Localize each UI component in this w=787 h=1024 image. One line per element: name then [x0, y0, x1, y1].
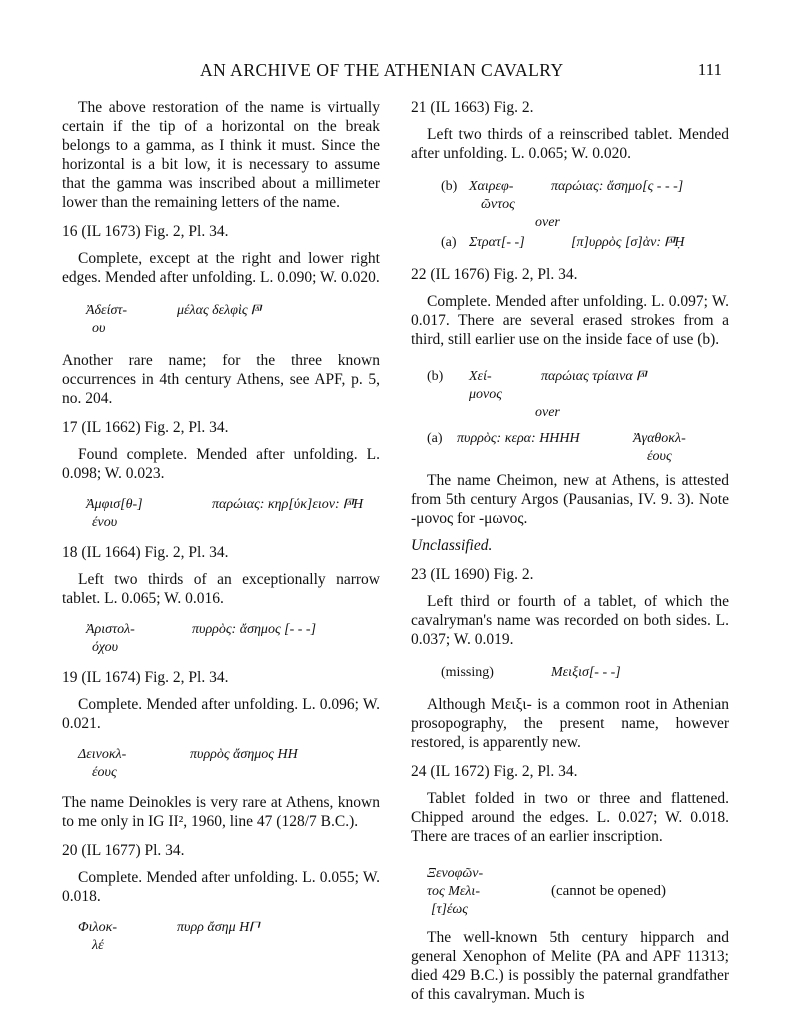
entry-description: Found complete. Mended after unfolding. L. 0.098; W. 0.023.: [62, 446, 380, 482]
entry-18: [62, 543, 380, 658]
inscription-text: πυρρὸς: ἄσημος [- - -]: [192, 622, 317, 637]
entry-note: Another rare name; for the three known occurrences in 4th century Athens, see APF, p. 5, no. 204.: [62, 352, 380, 407]
entry-21: [411, 98, 729, 255]
inscription-name-cont: έους: [647, 449, 672, 464]
entry-24: [411, 762, 729, 1004]
inscription-name-cont: ένου: [92, 515, 118, 530]
entry-description: Complete. Mended after unfolding. L. 0.055; W. 0.018.: [62, 869, 380, 905]
inscription-text: [π]υρρὸς [σ]ὰν: 𐅄Ḥ: [571, 235, 685, 250]
inscription: [411, 659, 729, 689]
inscription-name-cont: ου: [92, 321, 106, 336]
inscription-name-cont: λέ: [92, 938, 104, 953]
entry-heading: 22 (IL 1676) Fig. 2, Pl. 34.: [411, 266, 578, 283]
side-label: (a): [441, 235, 457, 250]
inscription-text: παρώιας: ἄσημο[ς - - -]: [551, 179, 684, 194]
entry-heading: 18 (IL 1664) Fig. 2, Pl. 34.: [62, 544, 229, 561]
inscription-text: παρώιας τρίαινα 𐅄: [541, 369, 647, 384]
entry-20: [62, 841, 380, 956]
entry-heading: 21 (IL 1663) Fig. 2.: [411, 99, 534, 116]
entry-description: Complete, except at the right and lower right edges. Mended after unfolding. L. 0.090; W. 0.020.: [62, 250, 380, 286]
missing-label: (missing): [441, 665, 494, 680]
inscription: [411, 856, 729, 920]
entry-description: Left two thirds of an exceptionally narrow tablet. L. 0.065; W. 0.016.: [62, 571, 380, 607]
inscription: [411, 173, 729, 255]
over-label: over: [535, 215, 560, 230]
inscription-name-cont: τος Μελι-: [427, 884, 480, 899]
inscription-text: παρώιας: κηρ[ύκ]ειον: 𐅄Η: [212, 497, 364, 512]
cannot-be-opened-label: (cannot be opened): [551, 883, 666, 899]
entry-note: Although Μειξι- is a common root in Athenian prosopography, the present name, however restored, is apparently new.: [411, 696, 729, 751]
inscription-name-cont: όχου: [92, 640, 119, 655]
inscription-text: πυρρ ἄσημ Η𐅃: [177, 920, 260, 935]
right-column: [411, 98, 729, 1004]
entry-23: [411, 565, 729, 752]
inscription-text: μέλας δελφὶς 𐅄: [177, 303, 261, 318]
side-label: (a): [427, 431, 443, 446]
inscription-text: πυρρὸς: κερα: ΗΗΗΗ: [457, 431, 580, 446]
inscription-name: Ἀδείστ-: [86, 303, 128, 318]
side-label: (b): [427, 369, 444, 384]
entry-description: Complete. Mended after unfolding. L. 0.096; W. 0.021.: [62, 696, 380, 732]
inscription-name: Δεινοκλ-: [78, 747, 127, 762]
side-label: (b): [441, 179, 458, 194]
entry-heading: 23 (IL 1690) Fig. 2.: [411, 566, 534, 583]
entry-description: Left two thirds of a reinscribed tablet. Mended after unfolding. L. 0.065; W. 0.020.: [411, 126, 729, 162]
entry-description: Complete. Mended after unfolding. L. 0.097; W. 0.017. There are several erased strokes from a third, still earlier use on the inside face of use (b).: [411, 293, 729, 348]
inscription: [62, 743, 380, 783]
entry-heading: 17 (IL 1662) Fig. 2, Pl. 34.: [62, 419, 229, 436]
inscription-name: Ἀγαθοκλ-: [633, 431, 686, 446]
inscription: [62, 618, 380, 658]
entry-heading: 20 (IL 1677) Pl. 34.: [62, 842, 185, 859]
inscription-name: Φιλοκ-: [78, 920, 117, 935]
page-number: 111: [697, 60, 722, 79]
inscription: [62, 916, 380, 956]
left-column: [62, 98, 380, 956]
inscription-name-cont: έους: [92, 765, 117, 780]
inscription-name: Ξενοφῶν-: [427, 866, 484, 881]
section-heading-unclassified: Unclassified.: [411, 537, 493, 554]
inscription-name: Ἀριστολ-: [86, 622, 135, 637]
inscription-name: Μειξισ[- - -]: [551, 665, 621, 680]
entry-note: The well-known 5th century hipparch and general Xenophon of Melite (PA and APF 11313; died 429 B.C.) is possibly the paternal grandfather of this cavalryman. Much is: [411, 929, 729, 1003]
entry-note: The name Deinokles is very rare at Athens, known to me only in IG II², 1960, line 47 (128/7 B.C.).: [62, 794, 380, 830]
inscription: [62, 297, 380, 341]
over-label: over: [535, 405, 560, 420]
inscription-name-cont: μονος: [469, 387, 502, 402]
inscription-name: Χαιρεφ-: [469, 179, 514, 194]
inscription: [411, 359, 729, 464]
entry-heading: 24 (IL 1672) Fig. 2, Pl. 34.: [411, 763, 578, 780]
inscription-name: Χεί-: [469, 369, 492, 384]
entry-description: Left third or fourth of a tablet, of which the cavalryman's name was recorded on both sides. L. 0.037; W. 0.019.: [411, 593, 729, 648]
entry-16: [62, 222, 380, 408]
inscription-name-cont: ῶντος: [481, 197, 515, 212]
inscription-name: Στρατ[- -]: [469, 235, 525, 250]
running-header: [70, 60, 722, 82]
entry-description: Tablet folded in two or three and flattened. Chipped around the edges. L. 0.027; W. 0.018. There are traces of an earlier inscription.: [411, 790, 729, 845]
entry-17: [62, 418, 380, 533]
entry-heading: 16 (IL 1673) Fig. 2, Pl. 34.: [62, 223, 229, 240]
running-title: AN ARCHIVE OF THE ATHENIAN CAVALRY: [200, 60, 564, 80]
entry-heading: 19 (IL 1674) Fig. 2, Pl. 34.: [62, 669, 229, 686]
entry-19: [62, 668, 380, 831]
inscription-text: πυρρὸς ἄσημος ΗΗ: [190, 747, 298, 762]
inscription-name-cont: [τ]έως: [431, 902, 468, 917]
entry-22: [411, 265, 729, 528]
entry-note: The name Cheimon, new at Athens, is attested from 5th century Argos (Pausanias, IV. 9. 3). Note -μονος for -μωνος.: [411, 472, 729, 527]
intro-paragraph: The above restoration of the name is virtually certain if the tip of a horizontal on the break belongs to a gamma, as I think it must. Since the horizontal is a bit low, it is necessary to assume that the gamma was inscribed about a millimeter lower than the remaining letters of the name.: [62, 99, 380, 211]
inscription: [62, 493, 380, 533]
inscription-name: Ἀμφισ[θ-]: [86, 497, 143, 512]
